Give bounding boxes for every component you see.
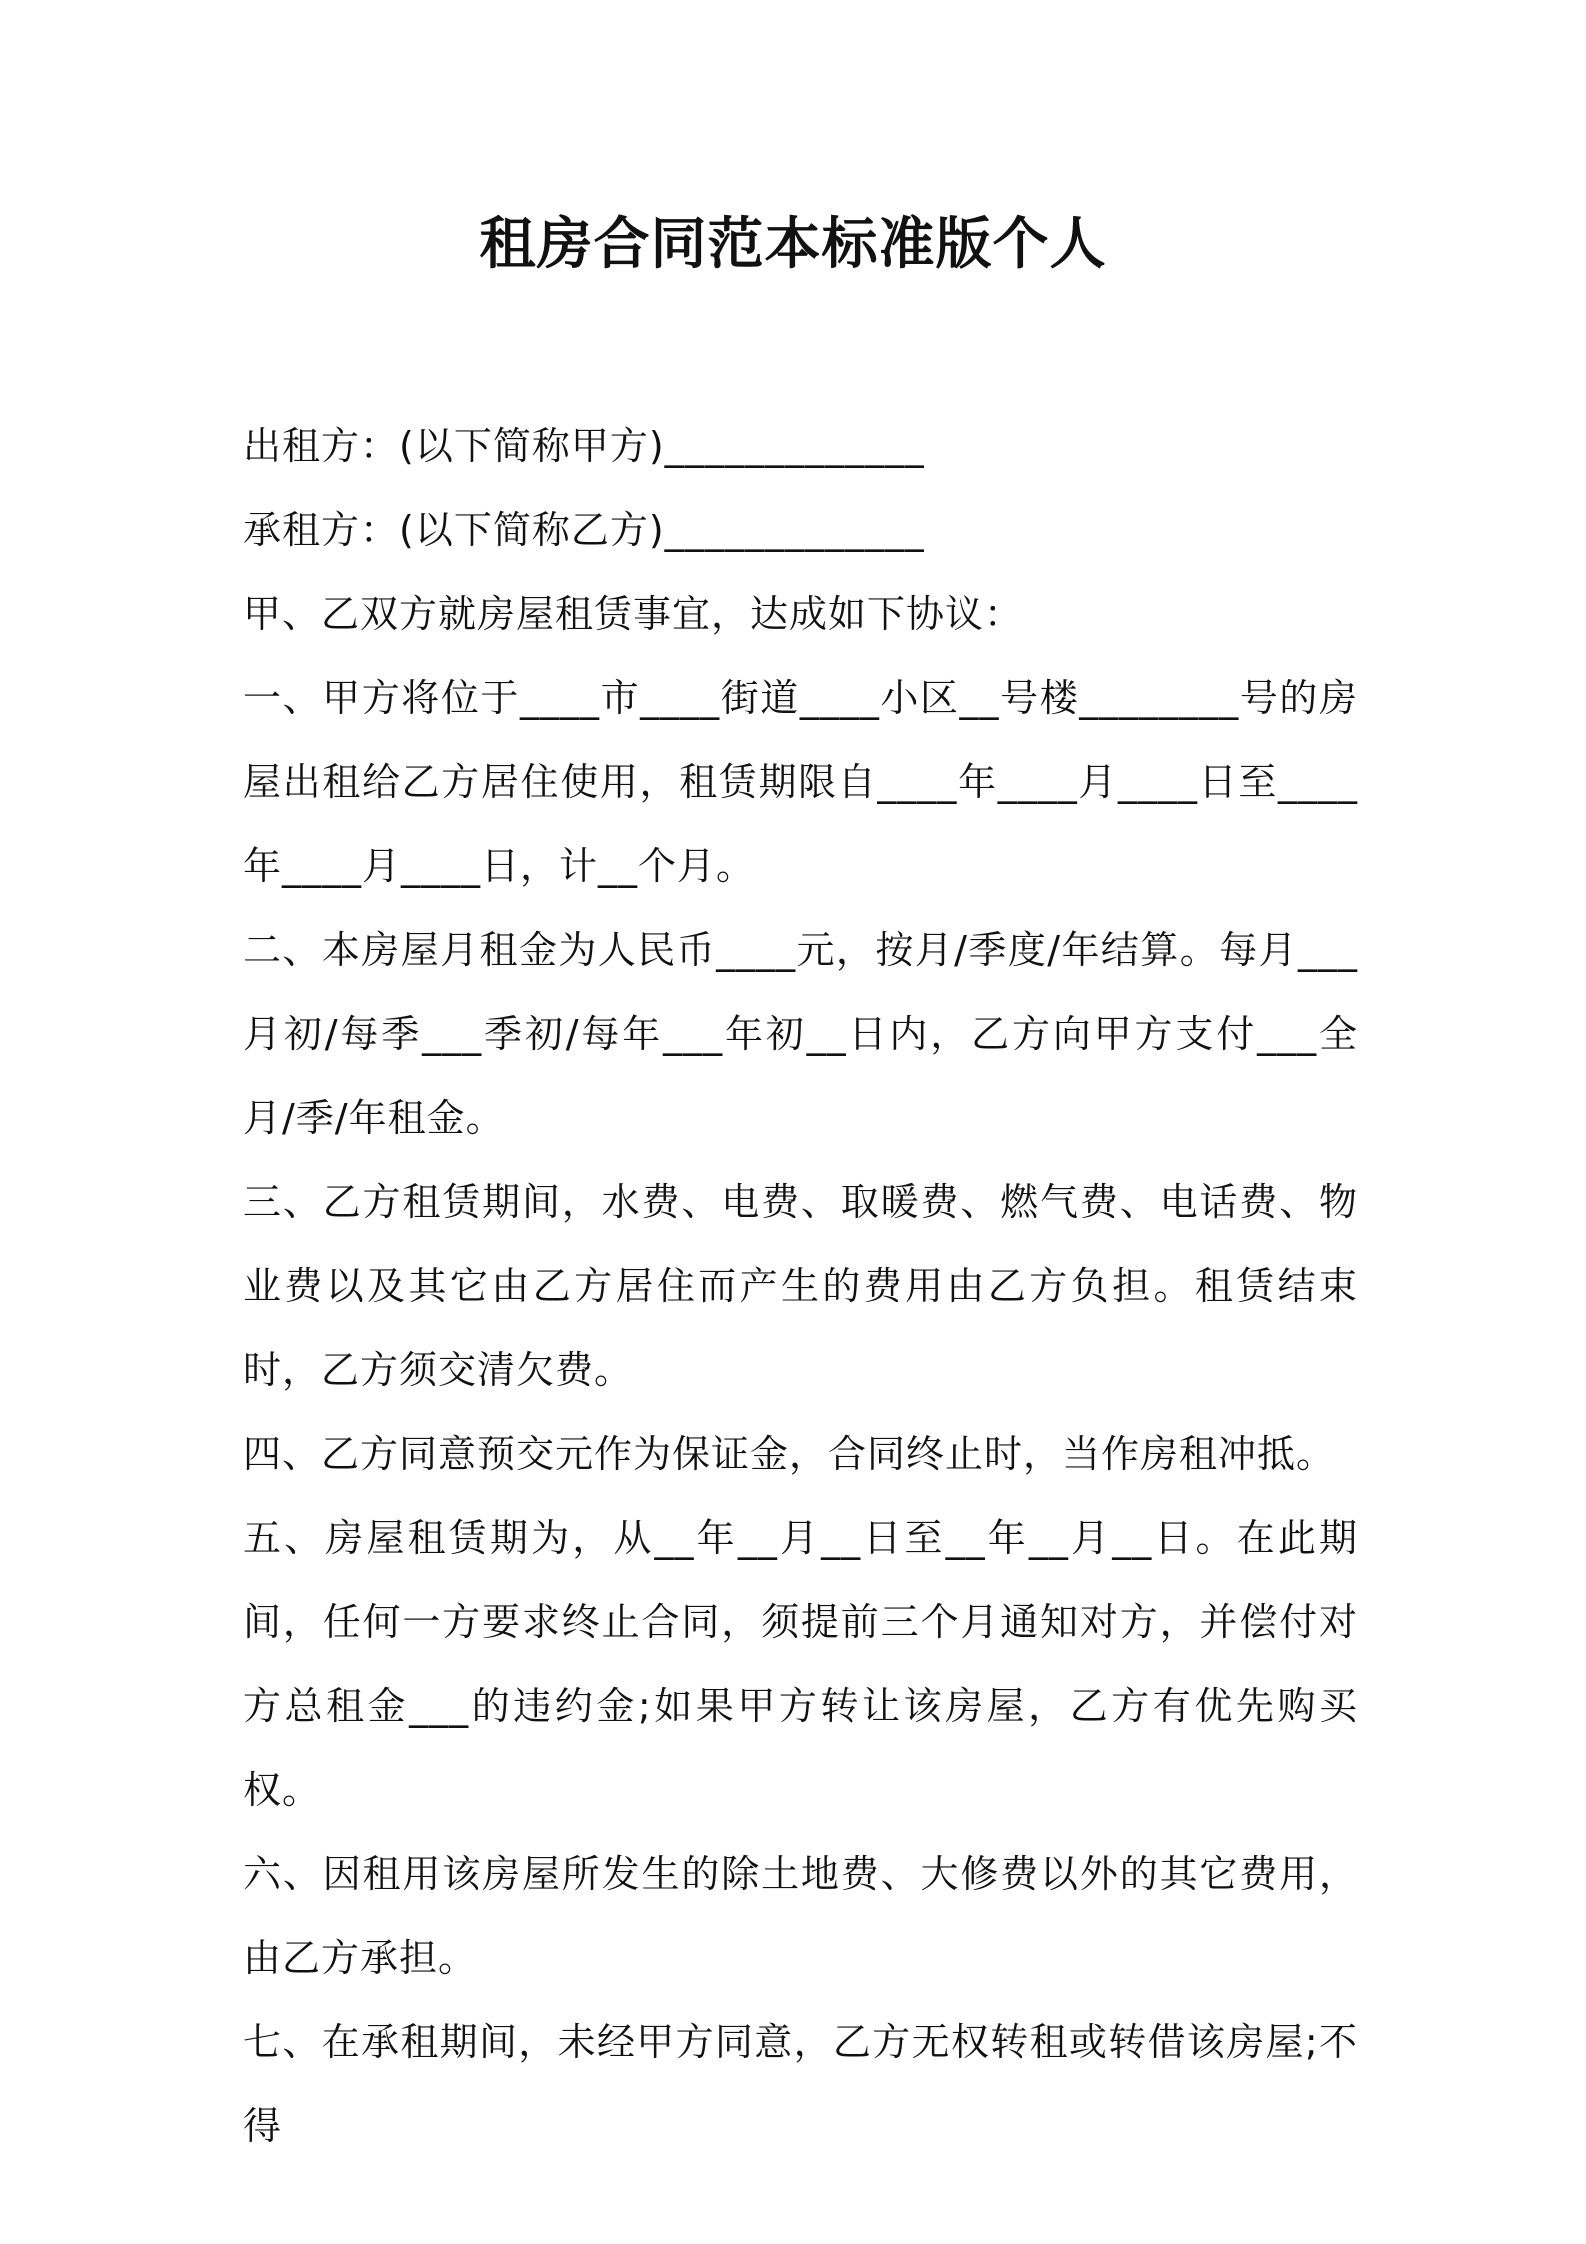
contract-body: [243, 404, 1358, 2168]
agreement-intro: 甲、乙双方就房屋租赁事宜，达成如下协议：: [243, 592, 1024, 636]
clause-7: 七、在承租期间，未经甲方同意，乙方无权转租或转借该房屋;不得: [243, 2020, 1358, 2148]
clause-5: 五、房屋租赁期为，从__年__月__日至__年__月__日。在此期间，任何一方要求终止合同，须提前三个月通知对方，并偿付对方总租金___的违约金;如果甲方转让该房屋，乙方有优先购买权。: [243, 1516, 1358, 1812]
document-title: 租房合同范本标准版个人: [479, 212, 1107, 277]
clause-1: 一、甲方将位于____市____街道____小区__号楼________号的房屋出租给乙方居住使用，租赁期限自____年____月____日至____年____月____日，计__个月。: [243, 676, 1358, 888]
lessor-line: 出租方：(以下简称甲方)_____________: [243, 424, 925, 468]
lessee-line: 承租方：(以下简称乙方)_____________: [243, 508, 925, 552]
clause-6: 六、因租用该房屋所发生的除土地费、大修费以外的其它费用，由乙方承担。: [243, 1852, 1358, 1980]
clause-3: 三、乙方租赁期间，水费、电费、取暖费、燃气费、电话费、物业费以及其它由乙方居住而产生的费用由乙方负担。租赁结束时，乙方须交清欠费。: [243, 1180, 1358, 1392]
clause-2: 二、本房屋月租金为人民币____元，按月/季度/年结算。每月___月初/每季___季初/每年___年初__日内，乙方向甲方支付___全月/季/年租金。: [243, 928, 1358, 1140]
clause-4: 四、乙方同意预交元作为保证金，合同终止时，当作房租冲抵。: [243, 1432, 1336, 1476]
